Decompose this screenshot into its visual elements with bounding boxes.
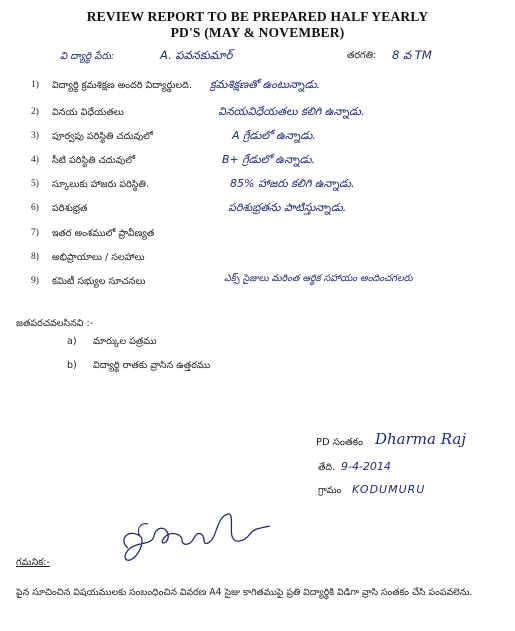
note-text: పైన సూచించిన విషయములకు సంబంధించిన వివరణ A4 సైజు కాగితముపై ప్రతి విద్యార్థికి విడిగా వ్రాసి సంతకం చేసి పంపవలెను. (16, 587, 473, 598)
item-number: 2) (31, 107, 39, 117)
review-item (0, 228, 515, 252)
review-item (0, 155, 515, 179)
item-number: 1) (31, 80, 39, 90)
pd-signature: Dharma Raj (375, 430, 466, 448)
class-label: తరగతి: (347, 50, 377, 61)
item-label: విద్యార్థి క్రమశిక్షణ అందరి విద్యార్థులది. (52, 80, 192, 91)
item-value: B+ గ్రేడులో ఉన్నాడు. (222, 153, 316, 166)
review-item (0, 80, 515, 104)
item-value: 85% హాజరు కలిగి ఉన్నాడు. (230, 177, 355, 190)
item-label: స్కూలుకు హాజరు పరిస్థితి. (52, 179, 149, 190)
class-value: 8 వ TM (392, 48, 432, 62)
item-label: సీటి పరిస్థితి చదువులో (52, 155, 135, 166)
date-label: తేది. (318, 462, 336, 473)
attachment-b-text: విద్యార్థి రాతకు వ్రాసిన ఉత్తరము (93, 360, 211, 371)
item-number: 4) (31, 155, 39, 165)
review-item (0, 131, 515, 155)
student-name-value: A. పవనకుమార్ (160, 48, 233, 62)
review-item (0, 273, 515, 300)
attachment-b-label: b) (67, 360, 77, 371)
review-item (0, 179, 515, 203)
item-value: ఎక్స్ సైజులు మరింత ఆర్థిక సహాయం అందించగలరు (224, 273, 413, 284)
attachment-a-text: మార్కుల పత్రము (93, 336, 157, 347)
item-label: పూర్వపు పరిస్థితి చదువులో (52, 131, 153, 142)
item-value: A గ్రేడులో ఉన్నాడు. (232, 129, 316, 142)
note-heading: గమనిక:- (16, 557, 50, 568)
item-label: వినయ విధేయతలు (52, 107, 124, 118)
item-label: అభిప్రాయాలు / సలహాలు (52, 252, 145, 263)
item-label: పరిశుభ్రత (52, 203, 88, 214)
item-number: 8) (31, 252, 39, 262)
review-item (0, 107, 515, 131)
headmaster-signature-scrawl (110, 500, 280, 570)
review-item (0, 203, 515, 227)
item-number: 7) (31, 228, 39, 238)
date-value: 9-4-2014 (341, 460, 391, 473)
attachment-a-label: a) (67, 336, 77, 347)
item-value: పరిశుభ్రతను పాటిస్తున్నాడు. (228, 201, 347, 214)
item-label: ఇతర అంశములో ప్రావీణ్యత (52, 228, 155, 239)
pd-sign-label: PD సంతకం (316, 437, 364, 448)
item-label: కమిటీ సభ్యుల సూచనలు (52, 276, 146, 287)
village-label: గ్రామం (318, 485, 342, 496)
report-subtitle: PD'S (MAY & NOVEMBER) (170, 25, 345, 40)
item-number: 5) (31, 179, 39, 189)
item-value: వినయవిధేయతలు కలిగి ఉన్నాడు. (218, 105, 365, 118)
item-value: క్రమశిక్షణతో ఉంటున్నాడు. (210, 78, 321, 91)
village-value: KODUMURU (352, 483, 426, 496)
item-number: 6) (31, 203, 39, 213)
student-name-label: వి ద్యార్థి పేరు: (60, 51, 115, 62)
report-title: REVIEW REPORT TO BE PREPARED HALF YEARLY (86, 9, 429, 24)
attachments-heading: జతపరచవలసినవి :- (16, 318, 94, 329)
item-number: 3) (31, 131, 39, 141)
item-number: 9) (31, 276, 39, 286)
